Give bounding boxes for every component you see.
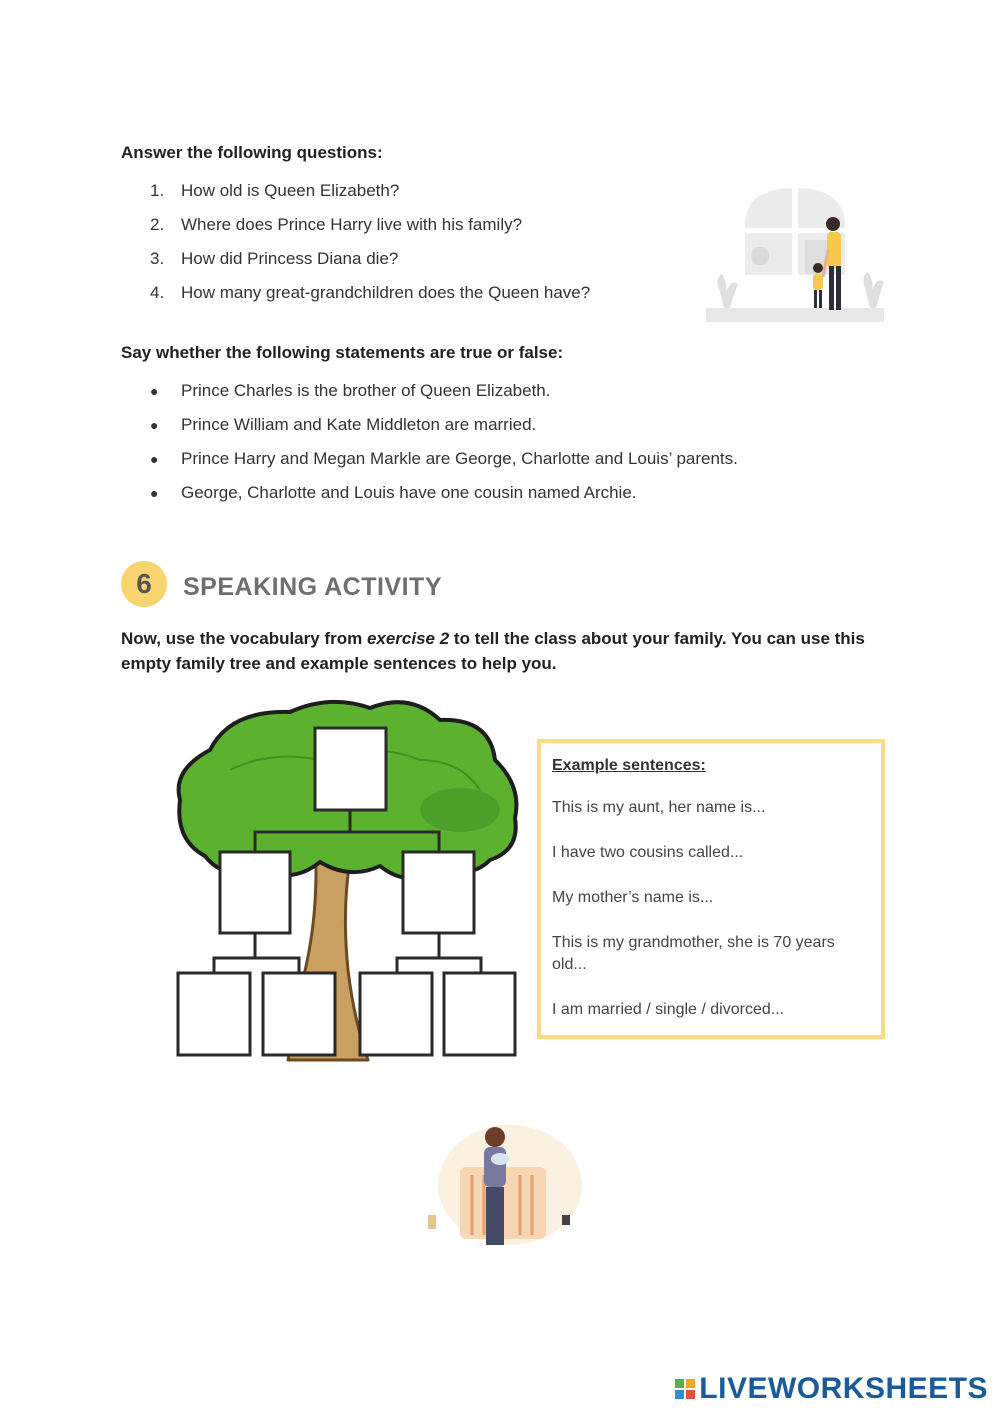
section-title: SPEAKING ACTIVITY bbox=[183, 573, 442, 601]
mother-child-illustration bbox=[700, 180, 890, 330]
statements-heading: Say whether the following statements are true or false: bbox=[121, 343, 564, 362]
example-sentence: I have two cousins called... bbox=[552, 844, 744, 861]
statements-list bbox=[150, 374, 738, 510]
statement-item: ● Prince William and Kate Middleton are married. bbox=[150, 408, 738, 442]
example-sentences-box bbox=[537, 739, 885, 1039]
bullet-icon: ● bbox=[150, 451, 159, 467]
statement-item: ● Prince Harry and Megan Markle are George, Charlotte and Louis’ parents. bbox=[150, 442, 738, 476]
liveworksheets-logo[interactable]: LIVEWORKSHEETS bbox=[675, 1372, 988, 1406]
example-sentence: This is my aunt, her name is... bbox=[552, 799, 766, 816]
example-sentences-title: Example sentences: bbox=[552, 757, 706, 774]
question-item: 2. Where does Prince Harry live with his family? bbox=[150, 215, 523, 234]
bullet-icon: ● bbox=[150, 383, 159, 399]
statement-item: ● Prince Charles is the brother of Queen Elizabeth. bbox=[150, 374, 738, 408]
section-number-badge: 6 bbox=[121, 561, 167, 607]
questions-heading: Answer the following questions: bbox=[121, 143, 383, 162]
liveworksheets-logo-icon bbox=[675, 1379, 695, 1399]
question-item: 1. How old is Queen Elizabeth? bbox=[150, 181, 400, 200]
question-item: 4. How many great-grandchildren does the Queen have? bbox=[150, 283, 591, 302]
speaking-instructions: Now, use the vocabulary from exercise 2 to tell the class about your family. You can use this empty family tree and example sentences to help you. bbox=[121, 629, 865, 673]
family-tree-illustration bbox=[170, 690, 530, 1070]
question-item: 3. How did Princess Diana die? bbox=[150, 249, 399, 268]
statement-item: ● George, Charlotte and Louis have one cousin named Archie. bbox=[150, 476, 738, 510]
example-sentence: My mother’s name is... bbox=[552, 889, 714, 906]
example-sentence: I am married / single / divorced... bbox=[552, 1001, 785, 1018]
bullet-icon: ● bbox=[150, 417, 159, 433]
bullet-icon: ● bbox=[150, 485, 159, 501]
example-sentence: This is my grandmother, she is 70 years old... bbox=[552, 934, 835, 973]
mother-crib-illustration bbox=[420, 1115, 600, 1260]
questions-list bbox=[150, 174, 590, 310]
